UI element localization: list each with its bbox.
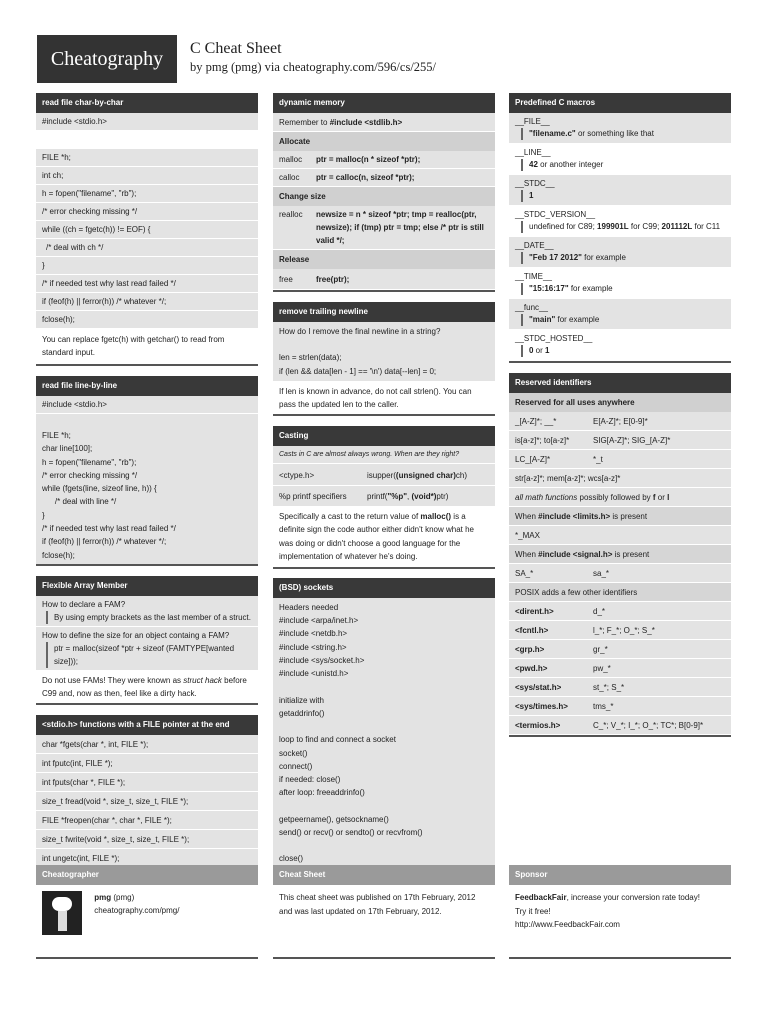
read-line-section [36, 376, 258, 566]
table-row: SA_* sa_* [509, 564, 731, 583]
section-title: Casting [273, 426, 495, 446]
cheat-sheet-box [273, 865, 495, 959]
macro-item: __DATE__ "Feb 17 2012" for example [509, 237, 731, 268]
answer: By using empty brackets as the last member of a struct. [46, 611, 252, 624]
code-line: int ch; [36, 167, 258, 185]
table-row: *_MAX [509, 526, 731, 545]
publish-info: This cheat sheet was published on 17th February, 2012 and was last updated on 17th February, 2012. [273, 885, 495, 959]
fam-section [36, 576, 258, 705]
code-line: int fputs(char *, FILE *); [36, 773, 258, 792]
table-row: is[a-z]*; to[a-z]* SIG[A-Z]*; SIG_[A-Z]* [509, 431, 731, 450]
section-title: read file line-by-line [36, 376, 258, 396]
table-row: <ctype.h> isupper((unsigned char)ch) [273, 464, 495, 486]
code-line: size_t fwrite(void *, size_t, size_t, FILE *); [36, 830, 258, 849]
casting-section [273, 426, 495, 569]
table-row: POSIX adds a few other identifiers [509, 583, 731, 602]
author-link[interactable]: cheatography.com/pmg/ [94, 906, 180, 915]
code-line: while (fgets(line, sizeof line, h)) { [42, 484, 157, 494]
avatar [42, 891, 82, 935]
section-intro: Casts in C are almost always wrong. When are they right? [273, 446, 495, 464]
table-row: <dirent.h> d_* [509, 602, 731, 621]
section-note: You can replace fgetc(h) with getchar() to read from standard input. [36, 329, 258, 364]
code-line [279, 338, 489, 351]
code-line: initialize with [279, 695, 324, 705]
code-line [36, 131, 258, 149]
footer-title: Cheatographer [36, 865, 258, 885]
footer-title: Cheat Sheet [273, 865, 495, 885]
table-row: <fcntl.h> l_*; F_*; O_*; S_* [509, 621, 731, 640]
code-line: FILE *freopen(char *, char *, FILE *); [36, 811, 258, 830]
section-title: <stdio.h> functions with a FILE pointer at the end [36, 715, 258, 735]
sponsor-box [509, 865, 731, 959]
sponsor-cta[interactable]: Try it free! [515, 906, 551, 916]
sockets-section [273, 578, 495, 874]
table-row: calloc ptr = calloc(n, sizeof *ptr); [273, 169, 495, 187]
code-line: h = fopen("filename", "rb"); [36, 185, 258, 203]
table-row: all math functions possibly followed by f or l [509, 488, 731, 507]
footer-title: Sponsor [509, 865, 731, 885]
code-line: if needed: close() [279, 775, 341, 785]
code-line: /* deal with line */ [46, 497, 117, 507]
section-title: (BSD) sockets [273, 578, 495, 598]
code-line: fclose(h); [42, 550, 75, 560]
question: How to define the size for an object containg a FAM? [42, 630, 230, 640]
code-line: #include <sys/socket.h> [279, 656, 365, 666]
code-block [36, 414, 258, 564]
table-row: str[a-z]*; mem[a-z]*; wcs[a-z]* [509, 469, 731, 488]
stdio-section [36, 715, 258, 870]
code-line: Headers needed [279, 602, 339, 612]
code-line [279, 720, 489, 733]
code-line: } [42, 510, 45, 520]
table-row: <sys/stat.h> st_*; S_* [509, 678, 731, 697]
code-line: /* error checking missing */ [42, 470, 138, 480]
code-line: connect() [279, 761, 313, 771]
section-note: Do not use FAMs! They were known as struct hack before C99 and, now as then, feel like a dirty hack. [36, 671, 258, 703]
code-line: #include <stdio.h> [36, 396, 258, 414]
table-row: %p printf specifiers printf("%p", (void*)ptr) [273, 486, 495, 507]
table-row: <grp.h> gr_* [509, 640, 731, 659]
macro-item: __func__ "main" for example [509, 299, 731, 330]
column-2 [273, 93, 495, 874]
subheading: Release [273, 250, 495, 269]
macro-item: __FILE__ "filename.c" or something like that [509, 113, 731, 144]
table-row: LC_[A-Z]* *_t [509, 450, 731, 469]
code-line: len = strlen(data); [279, 353, 342, 363]
code-line: loop to find and connect a socket [279, 735, 396, 745]
section-title: dynamic memory [273, 93, 495, 113]
section-title: Flexible Array Member [36, 576, 258, 596]
table-row: <sys/times.h> tms_* [509, 697, 731, 716]
read-char-section [36, 93, 258, 366]
cheatographer-box [36, 865, 258, 959]
code-block [273, 322, 495, 382]
code-line: char *fgets(char *, int, FILE *); [36, 735, 258, 754]
code-line [279, 800, 489, 813]
macro-item: __STDC__ 1 [509, 175, 731, 206]
code-line: /* if needed test why last read failed */ [36, 275, 258, 293]
code-line: /* deal with ch */ [36, 239, 258, 257]
code-line: #include <stdio.h> [36, 113, 258, 131]
question: How to declare a FAM? [42, 599, 126, 609]
code-line: #include <netdb.h> [279, 629, 348, 639]
answer: ptr = malloc(sizeof *ptr + sizeof (FAMTYPE[wanted size])); [46, 642, 252, 668]
subheading: Change size [273, 187, 495, 206]
trailing-newline-section [273, 302, 495, 416]
section-title: Reserved identifiers [509, 373, 731, 393]
sponsor-link[interactable]: http://www.FeedbackFair.com [515, 920, 620, 929]
table-row: <termios.h> C_*; V_*; I_*; O_*; TC*; B[0-9]* [509, 716, 731, 735]
table-row: realloc newsize = n * sizeof *ptr; tmp = realloc(ptr, newsize); if (tmp) ptr = tmp; else /* ptr is still valid */; [273, 206, 495, 250]
sponsor-text[interactable]: FeedbackFair, increase your conversion rate today! [515, 893, 700, 902]
cheatography-logo[interactable]: Cheatography [37, 35, 177, 83]
page-title: C Cheat Sheet [190, 40, 282, 57]
code-line: getaddrinfo() [279, 708, 325, 718]
code-line: h = fopen("filename", "rb"); [42, 457, 137, 467]
code-line: /* error checking missing */ [36, 203, 258, 221]
code-line: #include <string.h> [279, 642, 347, 652]
code-line: char line[100]; [42, 444, 93, 454]
code-line [279, 839, 489, 852]
code-line: send() or recv() or sendto() or recvfrom() [279, 828, 423, 838]
code-line: FILE *h; [42, 431, 71, 440]
code-line: getpeername(), getsockname() [279, 814, 389, 824]
section-note: If len is known in advance, do not call strlen(). You can pass the updated len to the caller. [273, 382, 495, 414]
section-title: Predefined C macros [509, 93, 731, 113]
code-line: int fputc(int, FILE *); [36, 754, 258, 773]
macro-item: __STDC_VERSION__ undefined for C89; 199901L for C99; 201112L for C11 [509, 206, 731, 237]
remember-note: Remember to #include <stdlib.h> [273, 113, 495, 132]
code-line [42, 416, 252, 429]
code-line: while ((ch = fgetc(h)) != EOF) { [36, 221, 258, 239]
code-line: size_t fread(void *, size_t, size_t, FILE *); [36, 792, 258, 811]
macro-item: __STDC_HOSTED__ 0 or 1 [509, 330, 731, 361]
table-row: _[A-Z]*; __* E[A-Z]*; E[0-9]* [509, 412, 731, 431]
reserved-section [509, 373, 731, 737]
author-name[interactable]: pmg (pmg) [94, 893, 135, 902]
code-line: /* if needed test why last read failed */ [42, 524, 176, 534]
code-line [279, 681, 489, 694]
column-3 [509, 93, 731, 737]
table-row: When #include <signal.h> is present [509, 545, 731, 564]
question: How do I remove the final newline in a string? [279, 327, 441, 336]
macro-item: __TIME__ "15:16:17" for example [509, 268, 731, 299]
code-line: int ungetc(int, FILE *); [36, 849, 258, 868]
section-title: remove trailing newline [273, 302, 495, 322]
code-line: if (len && data[len - 1] == '\n') data[--len] = 0; [279, 366, 437, 376]
code-line: #include <arpa/inet.h> [279, 616, 359, 626]
page-subtitle[interactable]: by pmg (pmg) via cheatography.com/596/cs/255/ [190, 60, 437, 74]
table-row: malloc ptr = malloc(n * sizeof *ptr); [273, 151, 495, 169]
code-line: if (feof(h) || ferror(h)) /* whatever */; [36, 293, 258, 311]
table-row: <pwd.h> pw_* [509, 659, 731, 678]
code-line: } [36, 257, 258, 275]
code-line: if (feof(h) || ferror(h)) /* whatever */; [42, 537, 167, 547]
code-line: FILE *h; [36, 149, 258, 167]
code-line: socket() [279, 748, 308, 758]
subheading: Allocate [273, 132, 495, 151]
dynamic-memory-section [273, 93, 495, 292]
table-row: When #include <limits.h> is present [509, 507, 731, 526]
code-block [273, 598, 495, 872]
code-line: #include <unistd.h> [279, 669, 349, 679]
column-1 [36, 93, 258, 870]
macros-section [509, 93, 731, 363]
section-title: read file char-by-char [36, 93, 258, 113]
code-line: close() [279, 854, 304, 864]
table-row: free free(ptr); [273, 269, 495, 290]
macro-item: __LINE__ 42 or another integer [509, 144, 731, 175]
code-line: fclose(h); [36, 311, 258, 329]
subheading: Reserved for all uses anywhere [509, 393, 731, 412]
section-note: Specifically a cast to the return value of malloc() is a definite sign the code author either didn't know what he was doing or didn't choose a good language for the implementation of whatever he's doing. [273, 507, 495, 567]
code-line: after loop: freeaddrinfo() [279, 788, 365, 798]
